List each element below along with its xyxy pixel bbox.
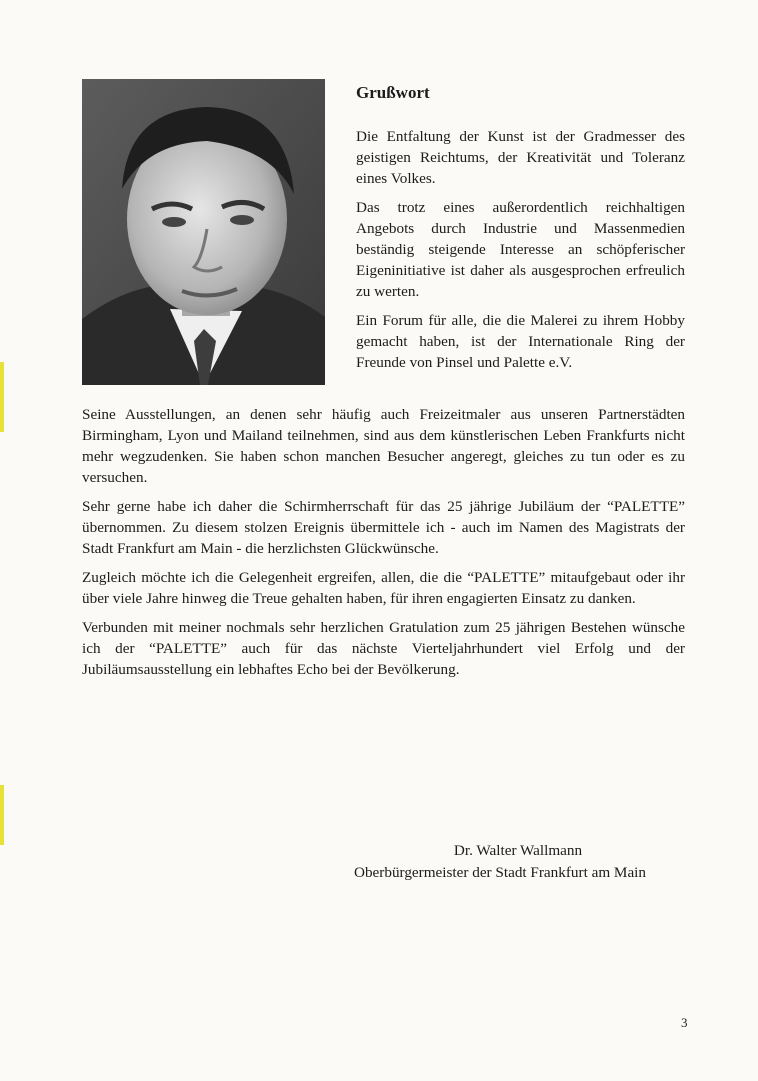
paragraph: Seine Ausstellungen, an denen sehr häufig auch Freizeitmaler aus unseren Partnerstädten Birmingham, Lyon und Mailand teilnehmen, sind aus dem künstlerischen Leben Frankfurts nicht mehr wegzudenken. Sie haben schon manchen Besucher angeregt, gleiches zu tun oder es zu versuchen.: [82, 406, 685, 486]
body-text-full-width: [82, 404, 685, 688]
paragraph: Verbunden mit meiner nochmals sehr herzlichen Gratulation zum 25 jährigen Bestehen wünsche ich der “PALETTE” auch für das nächste Vierteljahrhundert viel Erfolg und der Jubiläumsausstellung ein lebhaftes Echo bei der Bevölkerung.: [82, 619, 685, 678]
signature-block: [320, 840, 680, 884]
page-number: 3: [681, 1015, 688, 1030]
paragraph: Sehr gerne habe ich daher die Schirmherrschaft für das 25 jährige Jubiläum der “PALETTE” übernommen. Zu diesem stolzen Ereignis übermittele ich - auch im Namen des Magistrats der Stadt Frankfurt am Main - die herzlichsten Glückwünsche.: [82, 498, 685, 557]
signatory-role: Oberbürgermeister der Stadt Frankfurt am Main: [354, 864, 646, 881]
paragraph: Zugleich möchte ich die Gelegenheit ergreifen, allen, die die “PALETTE” mitaufgebaut oder ihr über viele Jahre hinweg die Treue gehalten haben, für ihren engagierten Einsatz zu danken.: [82, 569, 685, 607]
intro-text-beside-photo: [356, 126, 685, 373]
signatory-name: Dr. Walter Wallmann: [453, 842, 583, 859]
paragraph: Die Entfaltung der Kunst ist der Gradmesser des geistigen Reichtums, der Kreativität und Toleranz eines Volkes.: [356, 128, 685, 187]
paragraph: Ein Forum für alle, die die Malerei zu ihrem Hobby gemacht haben, ist der Internationale Ring der Freunde von Pinsel und Palette e.V.: [356, 312, 685, 371]
paragraph: Das trotz eines außerordentlich reichhaltigen Angebots durch Industrie und Massenmedien beständig steigende Interesse an schöpferischer Eigeninitiative ist daher als ausgesprochen erfreulich zu werten.: [356, 199, 685, 300]
page-title: Grußwort: [356, 83, 430, 102]
portrait-photo: [82, 79, 325, 385]
yellow-edge-marker: [0, 785, 4, 845]
yellow-edge-marker: [0, 362, 4, 432]
